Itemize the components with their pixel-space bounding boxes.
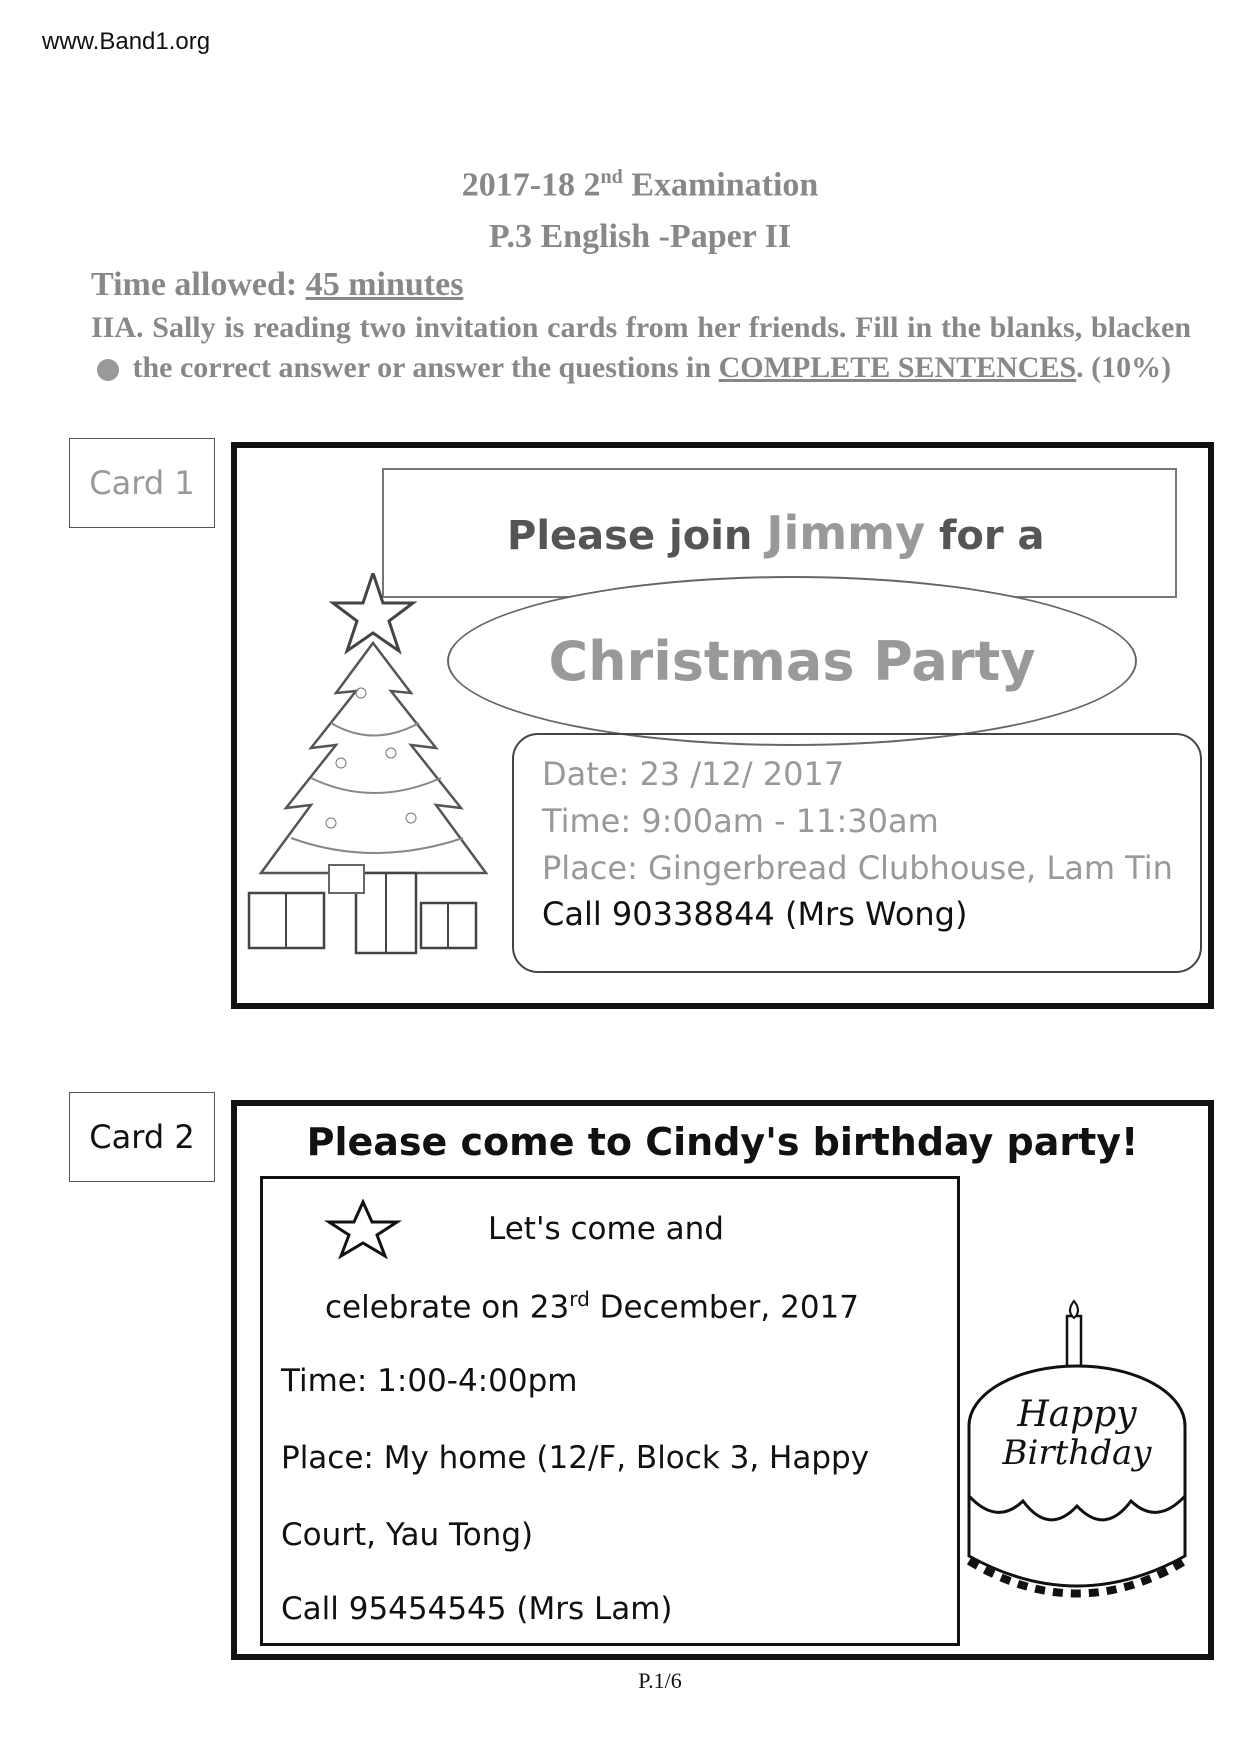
card2-label: Card 2 xyxy=(69,1092,215,1182)
star-icon xyxy=(323,1199,403,1259)
card1-invitation xyxy=(231,442,1214,1009)
card1-time: Time: 9:00am - 11:30am xyxy=(542,802,939,840)
cake-text-happy: Happy xyxy=(1017,1394,1137,1435)
card2-details-box xyxy=(260,1176,960,1646)
card2-place-line2: Court, Yau Tong) xyxy=(281,1517,534,1553)
filled-circle-icon xyxy=(97,359,119,381)
card2-line1: Let's come and xyxy=(488,1211,724,1247)
exam-subtitle: P.3 English -Paper II xyxy=(488,218,792,255)
card2-time: Time: 1:00-4:00pm xyxy=(281,1363,578,1399)
card1-details-box xyxy=(512,733,1202,973)
christmas-tree-icon xyxy=(241,573,506,993)
time-allowed: Time allowed: 45 minutes xyxy=(91,266,464,303)
cake-text-birthday: Birthday xyxy=(1002,1433,1152,1473)
card1-join-text: Please join Jimmy for a xyxy=(507,506,1045,560)
exam-title: 2017-18 2nd Examination xyxy=(461,166,819,204)
instructions: IIA. Sally is reading two invitation cards from her friends. Fill in the blanks, blacken the correct answer or answer the questions in COMPLETE SENTENCES. (10%) xyxy=(91,311,1191,384)
birthday-cake-icon xyxy=(957,1296,1197,1626)
card1-place: Place: Gingerbread Clubhouse, Lam Tin xyxy=(542,849,1173,887)
card2-call: Call 95454545 (Mrs Lam) xyxy=(281,1591,673,1627)
card2-invitation xyxy=(231,1100,1214,1660)
card1-call: Call 90338844 (Mrs Wong) xyxy=(542,895,968,933)
page-number: P.1/6 xyxy=(638,1668,682,1693)
card1-date: Date: 23 /12/ 2017 xyxy=(542,755,845,793)
card1-label: Card 1 xyxy=(69,438,215,528)
card2-date: celebrate on 23rd December, 2017 xyxy=(325,1287,860,1326)
card2-place-line1: Place: My home (12/F, Block 3, Happy xyxy=(281,1440,870,1476)
card2-heading: Please come to Cindy's birthday party! xyxy=(306,1120,1139,1164)
website-url: www.Band1.org xyxy=(42,28,211,55)
card1-event-name: Christmas Party xyxy=(447,576,1137,746)
